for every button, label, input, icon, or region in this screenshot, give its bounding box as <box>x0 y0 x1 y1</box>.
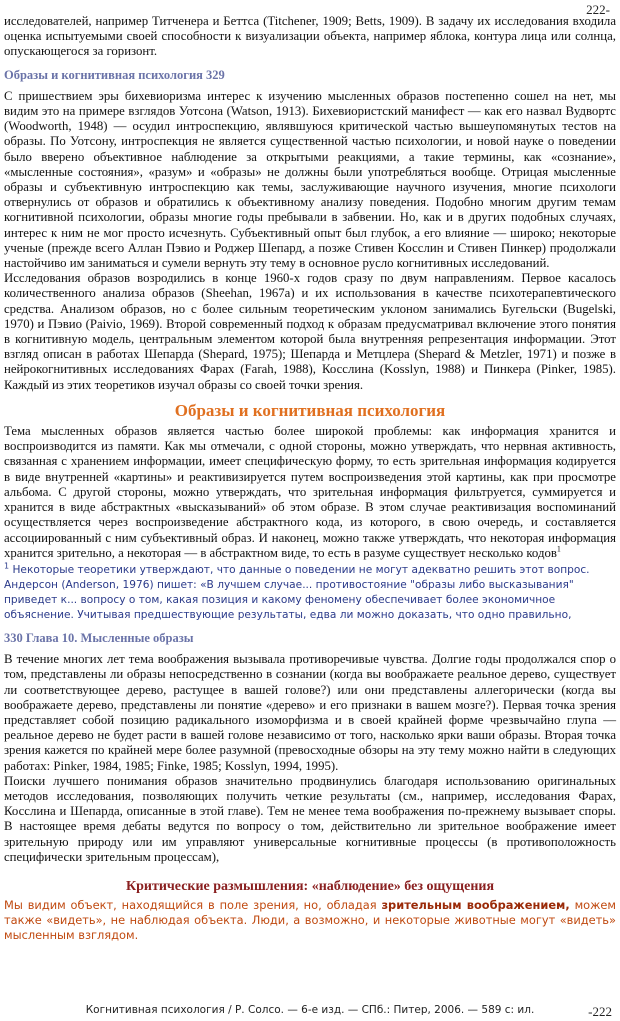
page-number-bottom: -222 <box>588 1004 612 1019</box>
chapter-heading-imagery-cognitive: Образы и когнитивная психология <box>174 400 446 420</box>
sidebar-text-bold: зрительным воображением, <box>381 898 570 913</box>
footnote-text: Некоторые теоретики утверждают, что данные о поведении не могут адекватно решить этот вопрос. Андерсон (Anderson, 1976) пишет: «В лучшем случае... противостояние "образы либо высказывания" приведет к... вопросу о том, какая позиция и какому феномену обеспечивает более экономичное объяснение. Учитывая предшествующие результаты, едва ли можно доказать, что одно правильно, <box>4 563 590 621</box>
paragraph-storage <box>4 424 616 561</box>
section-heading-imagery-329: Образы и когнитивная психология 329 <box>4 67 225 82</box>
section-heading-chapter-10: 330 Глава 10. Мысленные образы <box>4 630 194 645</box>
footnote-number: 1 <box>4 561 10 571</box>
footnote-marker[interactable]: 1 <box>556 544 561 554</box>
paragraph-revival: Исследования образов возродились в конце 1960-х годов сразу по двум направлениям. Первое касалось количественного анализа образов (Sheehan, 1967a) и их использования в качестве психотерапевтического средства. Анализом образов, но с более сильным теоретическим уклоном занимались Бугельски (Bugelski, 1970) и Пэвио (Paivio, 1969). Второй современный подход к образам предусматривал включение этого понятия в когнитивную модель, центральным элементом которой была внутренняя репрезентация информации. Этот взгляд описан в работах Шепарда (Shepard, 1975); Шепарда и Метцлера (Shepard & Metzler, 1971) и позже в нейрокогнитивных исследованиях Фарах (Farah, 1988), Косслина (Kosslyn, 1988) и Пинкера (Pinker, 1985). Каждый из этих теоретиков изучал образы со своей точки зрения. <box>4 271 616 392</box>
footer-citation: Когнитивная психология / Р. Солсо. — 6-е изд. — СПб.: Питер, 2006. — 589 с: ил. <box>85 1004 535 1016</box>
footnote <box>4 563 616 623</box>
page-content <box>4 14 616 943</box>
paragraph-controversy: В течение многих лет тема воображения вызывала противоречивые чувства. Долгие годы продолжался спор о том, представлены ли образы непосредственно в сознании (когда вы воображаете реальное дерево, существует ли соответствующее дерево, растущее в вашей голове?) или они представлены аллегорически (когда вы воображаете дерево, представлены ли понятие «дерево» и его признаки в вашем мозге?). Первая точка зрения представляет собой позицию радикального изоморфизма и в своей крайней форме чрезвычайно глупа — реальное дерево не будет расти в вашей голове независимо от того, насколько ярки ваши образы. Вторая точка зрения кажется по крайней мере более разумной (превосходные обзоры на эту тему можно найти в следующих работах: Pinker, 1984, 1985; Finke, 1985; Kosslyn, 1994, 1995). <box>4 652 616 773</box>
sidebar-text-start: Мы видим объект, находящийся в поле зрения, но, обладая <box>4 898 382 913</box>
sidebar-text-end: можем также «видеть», не наблюдая объекта. Люди, а возможно, и некоторые животные могут «видеть» мысленным взглядом. <box>4 898 617 943</box>
intro-paragraph: исследователей, например Титченера и Беттса (Titchener, 1909; Betts, 1909). В задачу их исследования входила оценка испытуемыми своей способности к визуализации объекта, например яблока, контура лица или солнца, опускающегося за горизонт. <box>4 14 616 59</box>
paragraph-behaviorism: С пришествием эры бихевиоризма интерес к изучению мысленных образов постепенно сошел на нет, мы видим это на примере взглядов Уотсона (Watson, 1913). Бихевиористский манифест — как его назвал Вудвортс (Woodworth, 1948) — осудил интроспекцию, являвшуюся критической частью вышеупомянутых тестов на образы. По Уотсону, интроспекция не является существенной частью психологии, и новой науке о поведении было вверено объективное наблюдение за открытыми реакциями, а такие термины, как «сознание», «мысленные состояния», «разум» и «образы» не должны были употребляться вообще. Отрицая мысленные образы и субъективную интроспекцию как темы, заслуживающие научного изучения, многие психологи отвернулись от образов и обратились к объективному анализу поведения. Подобно многим другим темам когнитивной психологии, образы многие годы пребывали в забвении. Но, как и в других подобных случаях, интерес к ним не мог просто исчезнуть. Субъективный опыт был глубок, а его влияние — широко; некоторые ученые (прежде всего Аллан Пэвио и Роджер Шепард, а позже Стивен Косслин и Стивен Пинкер) продолжали настойчиво им заниматься и сумели вернуть эту тему в основное русло когнитивных исследований. <box>4 88 616 271</box>
paragraph-methods: Поиски лучшего понимания образов значительно продвинулись благодаря использованию оригинальных методов исследования, позволяющих получить четкие результаты (см., например, исследования Фарах, Косслина и Шепарда, описанные в этой главе). Тем не менее тема воображения по-прежнему вызывает споры. В настоящее время дебаты ведутся по вопросу о том, действительно ли зрительное воображение имеет зрительную природу или им управляют универсальные когнитивные процессы (в противоположность специфически зрительным процессам), <box>4 773 616 864</box>
sidebar-heading: Критические размышления: «наблюдение» без ощущения <box>125 878 495 894</box>
paragraph-storage-text: Тема мысленных образов является частью более широкой проблемы: как информация хранится и воспроизводится из памяти. Как мы отмечали, с одной стороны, можно утверждать, что нервная активность, связанная с хранением информации, имеет специфическую форму, то есть зрительная информация кодируется в виде внутренней «картины» и реактивизируется путем воспроизведения этой картины, как при просмотре альбома. С другой стороны, можно утверждать, что зрительная информация фильтруется, суммируется и хранится в виде абстрактных «высказываний» об этом образе. В этом случае реактивизация воспоминаний осуществляется через воспроизведение абстрактного кода, из которого, в свою очередь, и составляется ассоциированный с ним субъективный образ. И наконец, можно также утверждать, что некоторая информация хранится зрительно, а некоторая — в абстрактном виде, то есть в разуме существует несколько кодов <box>4 424 616 560</box>
page-number-top: 222- <box>586 2 610 17</box>
sidebar-text <box>4 898 616 943</box>
